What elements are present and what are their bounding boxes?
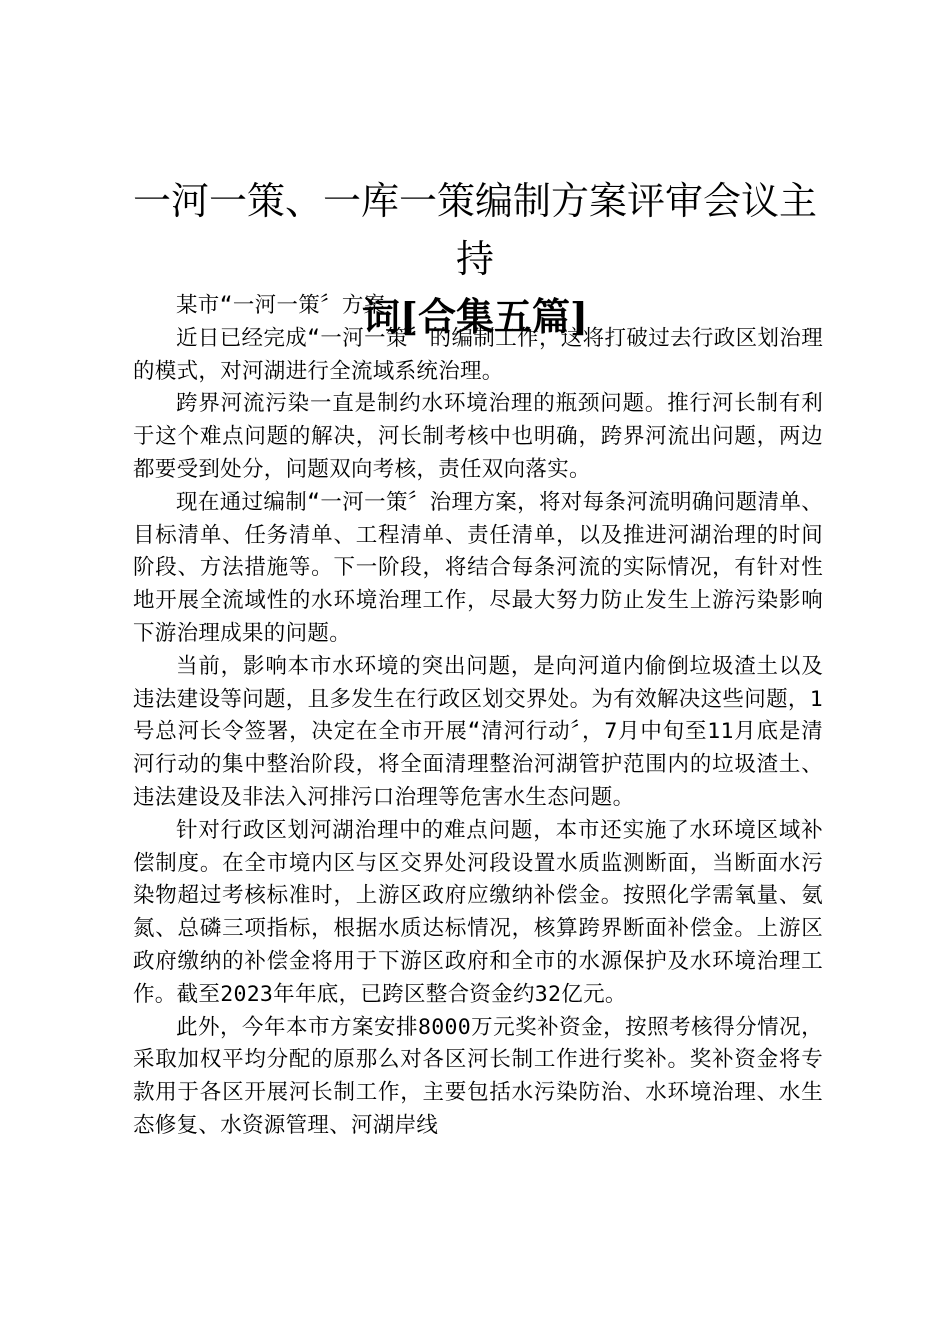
title-line-2: 词[合集五篇] — [362, 294, 588, 339]
document-body — [133, 290, 823, 1143]
paragraph: 此外，今年本市方案安排8000万元奖补资金，按照考核得分情况，采取加权平均分配的原那么对各区河长制工作进行奖补。奖补资金将专款用于各区开展河长制工作，主要包括水污染防治、水环境治理、水生态修复、水资源管理、河湖岸线 — [133, 1014, 823, 1138]
paragraph: 现在通过编制“一河一策〞治理方案，将对每条河流明确问题清单、目标清单、任务清单、工程清单、责任清单，以及推进河湖治理的时间阶段、方法措施等。下一阶段，将结合每条河流的实际情况，有针对性地开展全流域性的水环境治理工作，尽最大努力防止发生上游污染影响下游治理成果的问题。 — [133, 489, 823, 646]
paragraph: 近日已经完成“一河一策〞的编制工作，这将打破过去行政区划治理的模式，对河湖进行全流域系统治理。 — [133, 325, 823, 384]
paragraph: 跨界河流污染一直是制约水环境治理的瓶颈问题。推行河长制有利于这个难点问题的解决，河长制考核中也明确，跨界河流出问题，两边都要受到处分，问题双向考核，责任双向落实。 — [133, 391, 823, 482]
paragraph-subtitle: 某市“一河一策〞方案 — [176, 293, 386, 318]
title-line-1: 一河一策、一库一策编制方案评审会议主持 — [132, 179, 817, 281]
paragraph: 当前，影响本市水环境的突出问题，是向河道内偷倒垃圾渣土以及违法建设等问题，且多发生在行政区划交界处。为有效解决这些问题，1号总河长令签署，决定在全市开展“清河行动〞，7月中旬至11月底是清河行动的集中整治阶段，将全面清理整治河湖管护范围内的垃圾渣土、违法建设及非法入河排污口治理等危害水生态问题。 — [133, 653, 823, 810]
paragraph: 针对行政区划河湖治理中的难点问题，本市还实施了水环境区域补偿制度。在全市境内区与区交界处河段设置水质监测断面，当断面水污染物超过考核标准时，上游区政府应缴纳补偿金。按照化学需氧量、氨氮、总磷三项指标，根据水质达标情况，核算跨界断面补偿金。上游区政府缴纳的补偿金将用于下游区政府和全市的水源保护及水环境治理工作。截至2023年年底，已跨区整合资金约32亿元。 — [133, 817, 823, 1007]
